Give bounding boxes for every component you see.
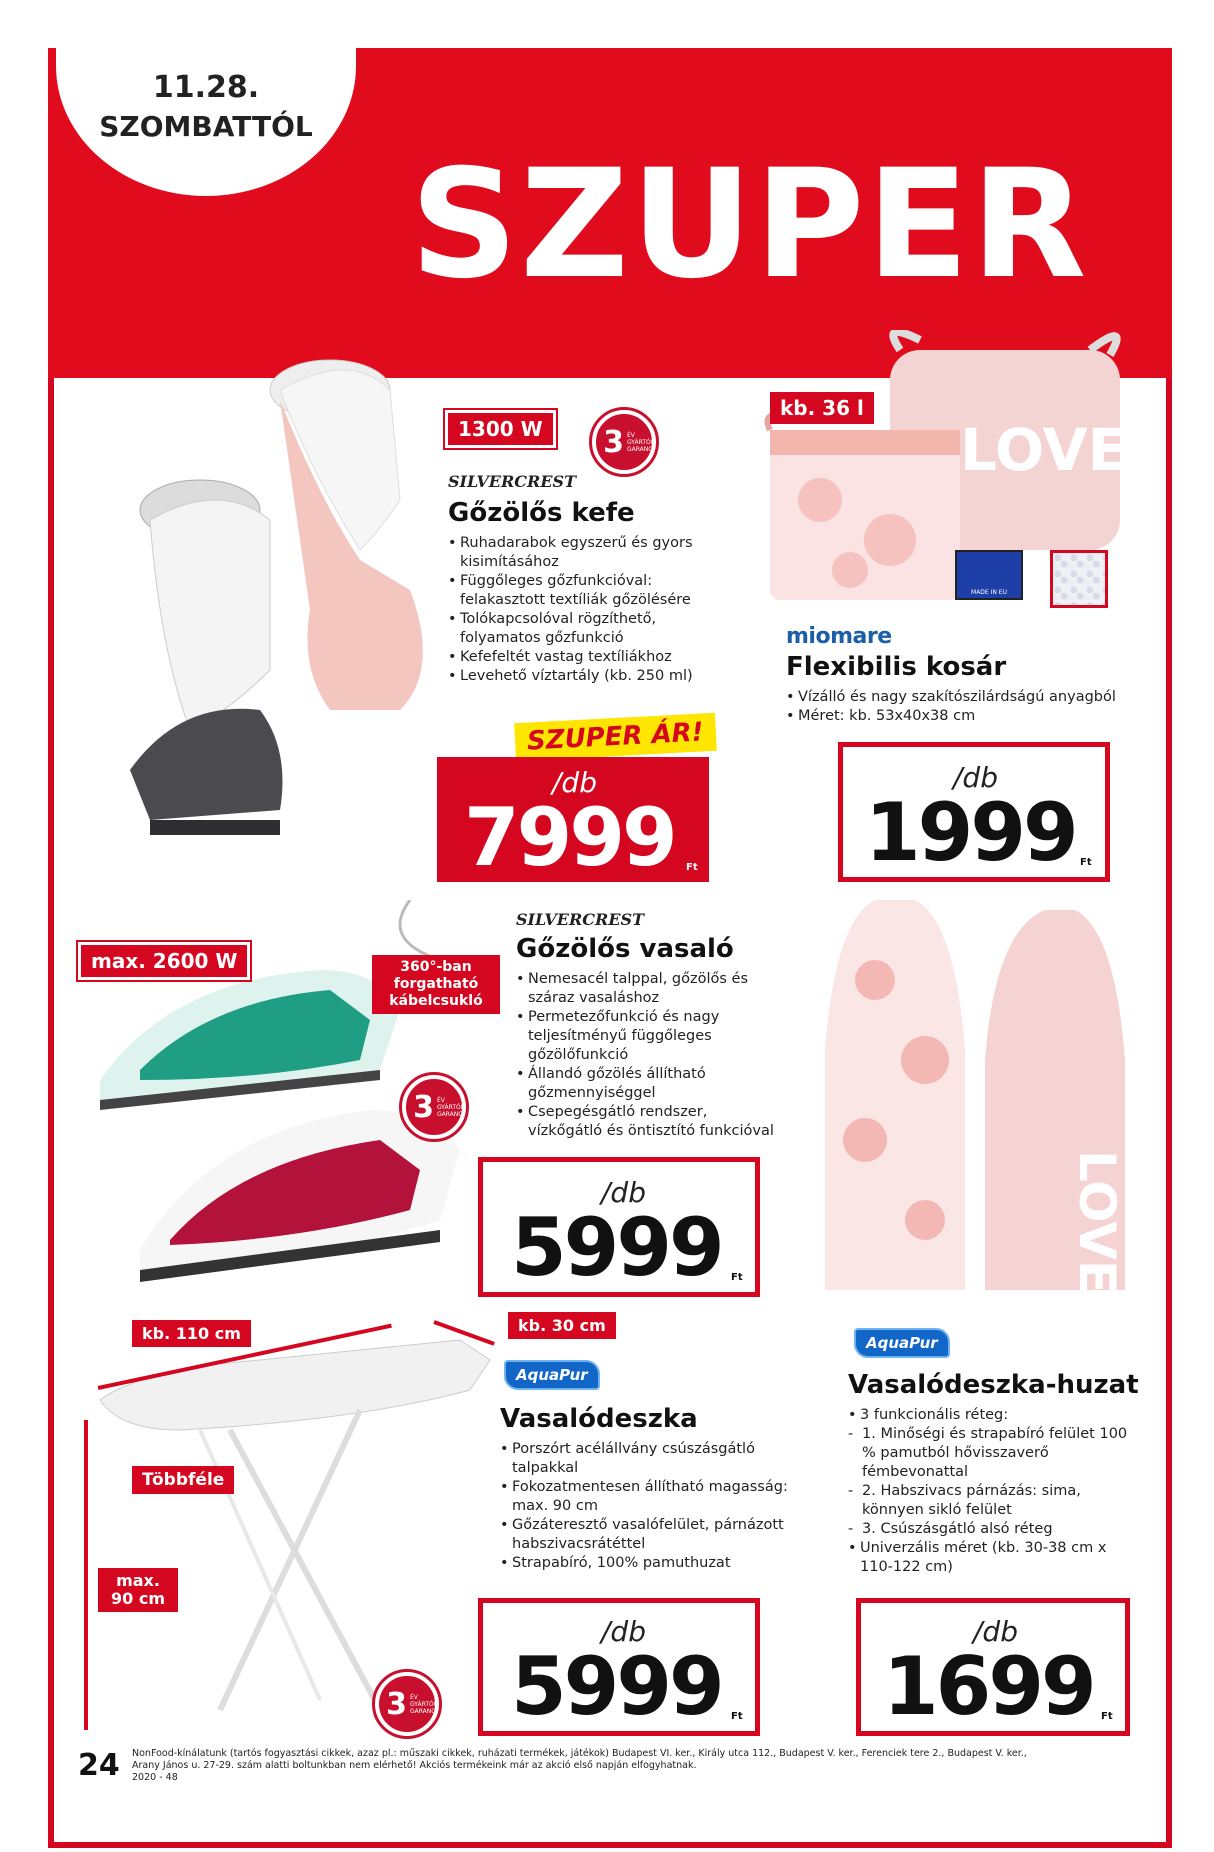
feature-subitem: - 1. Minőségi és strapabíró felület 100 % pamutból hővisszaverő fémbevonattal — [848, 1425, 1138, 1482]
warranty-years: 3 — [603, 424, 624, 460]
feature-item: • Porszórt acélállvány csúszásgátló talpakkal — [500, 1440, 800, 1478]
cover-price-box — [856, 1598, 1130, 1736]
price-value: 1999 — [865, 786, 1076, 879]
warranty-text: ÉV GYÁRTÓI GARANCIA — [626, 431, 659, 453]
board-width-badge: kb. 110 cm — [132, 1320, 251, 1347]
warranty-icon — [402, 1075, 469, 1139]
steamer-features — [448, 534, 708, 686]
feature-item: • Csepegésgátló rendszer, vízkőgátló és öntisztító funkcióval — [516, 1103, 786, 1141]
board-price-box — [478, 1598, 760, 1736]
warranty-text: ÉV GYÁRTÓI GARANCIA — [409, 1693, 442, 1715]
basket-pattern-swatch — [1050, 550, 1108, 608]
price-value: 7999 — [464, 791, 675, 884]
feature-item: • Méret: kb. 53x40x38 cm — [786, 707, 1136, 726]
price-value: 1699 — [883, 1640, 1094, 1733]
basket-volume-badge: kb. 36 l — [770, 392, 874, 424]
warranty-years: 3 — [386, 1686, 407, 1722]
footer-disclaimer — [132, 1748, 1032, 1784]
footer-text: NonFood-kínálatunk (tartós fogyasztási cikkek, azaz pl.: műszaki cikkek, ruházati termékek, játékok) Budapest VI. ker., Király utca 112., Budapest V. ker., Ferenciek tere 2., Budapest V. ker., Arany János u. 27-29. szám alatti boltunkban nem elérhető! Akciós termékeink már az akció első napján elfogyhatnak. — [132, 1748, 1027, 1771]
cable-badge: 360°-ban forgatható kábelcsukló — [372, 955, 500, 1014]
basket-brand: miomare — [786, 624, 892, 649]
cover-title: Vasalódeszka-huzat — [848, 1370, 1139, 1400]
price-value: 5999 — [511, 1201, 722, 1294]
warranty-icon — [375, 1672, 442, 1736]
feature-item: • Gőzáteresztő vasalófelület, párnázott habszivacsrátéttel — [500, 1516, 800, 1554]
feature-item: • Nemesacél talppal, gőzölős és száraz vasaláshoz — [516, 970, 786, 1008]
steamer-image — [110, 350, 440, 850]
steamer-brand: SILVERCREST — [448, 472, 576, 491]
price-currency: Ft — [1080, 857, 1092, 868]
warranty-years: 3 — [413, 1089, 434, 1125]
page-number: 24 — [78, 1748, 120, 1783]
price-unit: /db — [601, 1176, 646, 1209]
page-frame-bottom — [48, 1842, 1172, 1848]
feature-item: • Permetezőfunkció és nagy teljesítményű függőleges gőzölőfunkció — [516, 1008, 786, 1065]
steamer-price-box — [437, 757, 709, 882]
feature-item: • Vízálló és nagy szakítószilárdságú anyagból — [786, 688, 1136, 707]
super-price-badge: SZUPER ÁR! — [514, 713, 716, 761]
eu-label: MADE IN EU — [971, 588, 1007, 596]
price-currency: Ft — [686, 862, 698, 873]
feature-item: • Ruhadarabok egyszerű és gyors kisimításához — [448, 534, 708, 572]
date-subtitle: SZOMBATTÓL — [99, 110, 313, 143]
feature-item: • Állandó gőzölés állítható gőzmennyiséggel — [516, 1065, 786, 1103]
price-unit: /db — [973, 1615, 1018, 1648]
price-unit: /db — [552, 766, 597, 799]
price-currency: Ft — [731, 1711, 743, 1722]
board-brand-logo: AquaPur — [504, 1360, 600, 1390]
basket-price-box — [838, 742, 1110, 882]
cover-features — [848, 1406, 1138, 1577]
cover-brand-logo: AquaPur — [854, 1328, 950, 1358]
basket-features — [786, 688, 1136, 726]
eu-flag-icon — [955, 550, 1023, 600]
date-text: 11.28. — [152, 70, 260, 105]
board-features — [500, 1440, 800, 1573]
feature-item: • Tolókapcsolóval rögzíthető, folyamatos gőzfunkció — [448, 610, 708, 648]
feature-item: • Univerzális méret (kb. 30-38 cm x 110-122 cm) — [848, 1539, 1138, 1577]
banner-title: SZUPER — [410, 138, 1089, 312]
price-unit: /db — [953, 761, 998, 794]
feature-item: • Kefefeltét vastag textíliákhoz — [448, 648, 708, 667]
price-currency: Ft — [731, 1272, 743, 1283]
basket-title: Flexibilis kosár — [786, 652, 1007, 682]
steamer-power-badge: 1300 W — [445, 410, 556, 448]
warranty-icon — [592, 410, 659, 474]
variety-badge: Többféle — [132, 1466, 234, 1494]
iron-features — [516, 970, 786, 1141]
iron-price-box — [478, 1157, 760, 1297]
iron-brand: SILVERCREST — [516, 910, 644, 929]
svg-text:LOVE: LOVE — [960, 416, 1128, 484]
svg-text:LOVE: LOVE — [1068, 1150, 1126, 1295]
iron-power-badge: max. 2600 W — [78, 942, 250, 980]
height-dimension-line — [84, 1420, 88, 1730]
price-currency: Ft — [1101, 1711, 1113, 1722]
steamer-title: Gőzölős kefe — [448, 498, 635, 528]
board-depth-badge: kb. 30 cm — [508, 1312, 616, 1339]
feature-item: • Függőleges gőzfunkcióval: felakasztott textíliák gőzölésére — [448, 572, 708, 610]
iron-title: Gőzölős vasaló — [516, 934, 734, 964]
feature-item: • Fokozatmentesen állítható magasság: max. 90 cm — [500, 1478, 800, 1516]
feature-subitem: - 2. Habszivacs párnázás: sima, könnyen sikló felület — [848, 1482, 1138, 1520]
board-height-badge: max. 90 cm — [98, 1568, 178, 1612]
warranty-text: ÉV GYÁRTÓI GARANCIA — [436, 1096, 469, 1118]
board-title: Vasalódeszka — [500, 1404, 698, 1434]
board-covers-image — [815, 900, 1135, 1300]
feature-subitem: - 3. Csúszásgátló alsó réteg — [848, 1520, 1138, 1539]
footer-week: 2020 - 48 — [132, 1772, 178, 1783]
feature-item: • Strapabíró, 100% pamuthuzat — [500, 1554, 800, 1573]
feature-item: • Levehető víztartály (kb. 250 ml) — [448, 667, 708, 686]
price-unit: /db — [601, 1615, 646, 1648]
feature-item: • 3 funkcionális réteg: — [848, 1406, 1138, 1425]
price-value: 5999 — [511, 1640, 722, 1733]
